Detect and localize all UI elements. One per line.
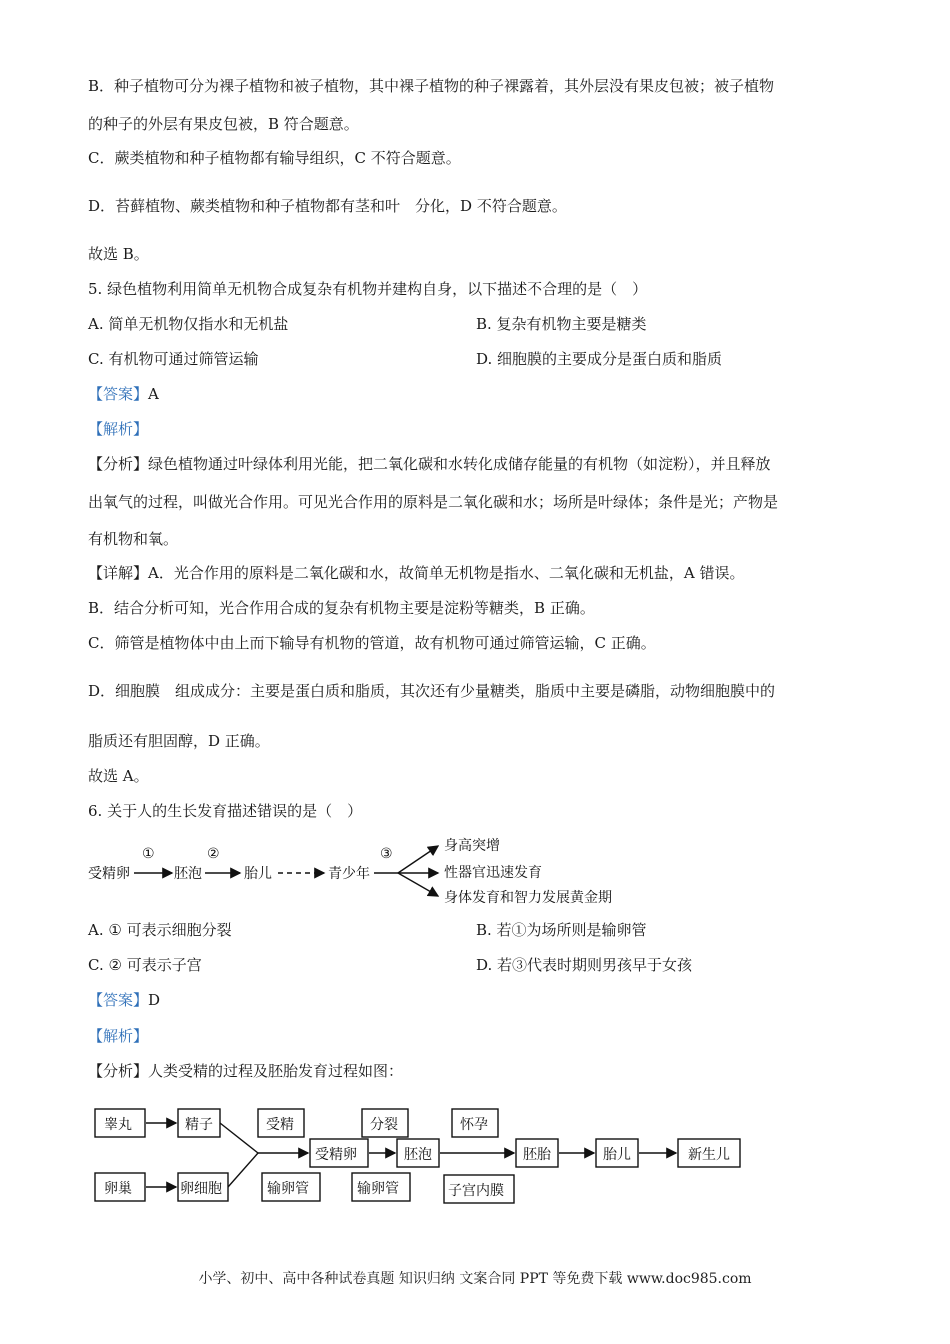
label-blastocyst: 胚泡: [404, 1147, 432, 1163]
connector: [228, 1153, 258, 1187]
option-a: A. ① 可表示细胞分裂: [88, 921, 232, 939]
label-embryo: 胚胎: [523, 1147, 551, 1163]
answer-line: [88, 990, 160, 1010]
label-oviduct-2: 输卵管: [357, 1181, 399, 1197]
analysis-text: 绿色植物通过叶绿体利用光能，把二氧化碳和水转化成储存能量的有机物（如淀粉），并且释放: [148, 455, 771, 473]
analysis-text: 人类受精的过程及胚胎发育过程如图：: [148, 1062, 404, 1080]
answer-line: [88, 384, 159, 404]
label-fertilization: 受精: [266, 1117, 294, 1133]
detail-tag: 【详解】: [88, 564, 149, 582]
question-5: 5. 绿色植物利用简单无机物合成复杂有机物并建构自身，以下描述不合理的是（ ）: [88, 280, 648, 298]
text-line: 故选 B。: [88, 245, 149, 263]
detail-line: C．筛管是植物体中由上而下输导有机物的管道，故有机物可通过筛管运输，C 正确。: [88, 634, 656, 652]
analysis-tag: 【分析】: [88, 1062, 149, 1080]
label-zygote: 受精卵: [315, 1147, 357, 1163]
node-teenager: 青少年: [328, 866, 370, 882]
branch-height: 身高突增: [444, 838, 500, 854]
label-oviduct-1: 输卵管: [267, 1181, 309, 1197]
conclusion-line: 故选 A。: [88, 767, 149, 785]
detail-line: 脂质还有胆固醇，D 正确。: [88, 732, 270, 750]
label-egg-cell: 卵细胞: [180, 1181, 222, 1197]
connector: [220, 1123, 258, 1153]
analysis-heading: 【解析】: [88, 420, 149, 438]
growth-flow-diagram: [0, 830, 950, 910]
analysis-line: 有机物和氧。: [88, 530, 179, 548]
label-division: 分裂: [370, 1117, 398, 1133]
analysis-line: [88, 1061, 403, 1081]
detail-line: B．结合分析可知，光合作用合成的复杂有机物主要是淀粉等糖类，B 正确。: [88, 599, 595, 617]
option-a: A. 简单无机物仅指水和无机盐: [88, 315, 289, 333]
node-blastocyst: 胚泡: [174, 866, 202, 882]
fertilization-diagram: [0, 1095, 950, 1215]
option-b: B. 复杂有机物主要是糖类: [476, 315, 647, 333]
option-d: D. 细胞膜的主要成分是蛋白质和脂质: [476, 350, 723, 368]
node-fertilized-egg: 受精卵: [88, 866, 130, 882]
analysis-heading: 【解析】: [88, 1027, 149, 1045]
detail-line: [88, 563, 744, 583]
option-c: C. ② 可表示子宫: [88, 956, 202, 974]
text-line: C．蕨类植物和种子植物都有输导组织，C 不符合题意。: [88, 149, 461, 167]
detail-line: D．细胞膜 组成成分：主要是蛋白质和脂质，其次还有少量糖类，脂质中主要是磷脂，动物细胞膜中的: [88, 682, 776, 700]
text-line: 的种子的外层有果皮包被，B 符合题意。: [88, 115, 359, 133]
text-line: B．种子植物可分为裸子植物和被子植物，其中裸子植物的种子裸露着，其外层没有果皮包被；被子植物: [88, 77, 775, 95]
option-c: C. 有机物可通过筛管运输: [88, 350, 259, 368]
branch-arrow: [398, 873, 438, 896]
branch-organs: 性器官迅速发育: [444, 865, 542, 881]
analysis-tag: 【分析】: [88, 455, 149, 473]
label-newborn: 新生儿: [688, 1147, 730, 1163]
answer-value: A: [148, 385, 159, 403]
label-fetus: 胎儿: [603, 1147, 631, 1163]
branch-arrow: [398, 846, 438, 873]
label-pregnancy: 怀孕: [460, 1117, 488, 1133]
answer-tag: 【答案】: [88, 385, 149, 403]
branch-golden-period: 身体发育和智力发展黄金期: [444, 890, 612, 906]
label-sperm: 精子: [185, 1117, 213, 1133]
option-b: B. 若①为场所则是输卵管: [476, 921, 647, 939]
label-endometrium: 子宫内膜: [448, 1183, 504, 1199]
marker-1: ①: [142, 846, 155, 862]
detail-text: A．光合作用的原料是二氧化碳和水，故简单无机物是指水、二氧化碳和无机盐，A 错误。: [148, 564, 745, 582]
answer-value: D: [148, 991, 161, 1009]
analysis-line: [88, 454, 771, 474]
label-ovary: 卵巢: [104, 1181, 132, 1197]
marker-3: ③: [380, 846, 393, 862]
analysis-line: 出氧气的过程，叫做光合作用。可见光合作用的原料是二氧化碳和水；场所是叶绿体；条件是光；产物是: [88, 493, 779, 511]
node-fetus: 胎儿: [244, 866, 272, 882]
page-footer: 小学、初中、高中各种试卷真题 知识归纳 文案合同 PPT 等免费下载 www.doc985.com: [198, 1271, 752, 1287]
marker-2: ②: [207, 846, 220, 862]
question-6: 6. 关于人的生长发育描述错误的是（ ）: [88, 802, 363, 820]
answer-tag: 【答案】: [88, 991, 149, 1009]
label-testis: 睾丸: [104, 1117, 132, 1133]
text-line: D．苔藓植物、蕨类植物和种子植物都有茎和叶 分化，D 不符合题意。: [88, 197, 567, 215]
option-d: D. 若③代表时期则男孩早于女孩: [476, 956, 693, 974]
